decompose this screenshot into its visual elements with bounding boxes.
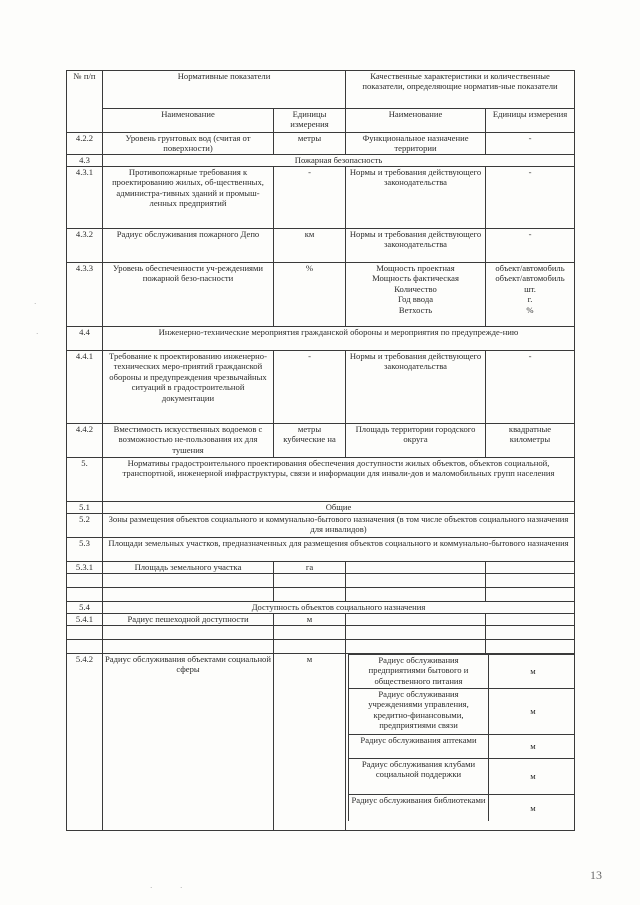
row-qname <box>346 614 486 626</box>
page-number: 13 <box>590 868 602 882</box>
unit-3: шт. <box>524 283 536 294</box>
list-item <box>349 735 575 759</box>
unit-5: % <box>526 304 534 315</box>
table-row-empty <box>67 626 575 640</box>
table-row-empty <box>67 588 575 602</box>
row-unit: га <box>274 562 346 574</box>
header-name: Наименование <box>103 109 274 133</box>
service-radius-list <box>348 654 575 821</box>
row-num: 4.3.1 <box>67 167 103 229</box>
unit-2: объект/автомобиль <box>495 273 565 284</box>
capacity-design: Мощность проектная <box>376 263 455 273</box>
row-qunit <box>486 562 575 574</box>
scan-speck: · <box>36 330 39 338</box>
row-num: 4.3.3 <box>67 263 103 327</box>
row-name: Вместимость искусственных водоемов с возможностью не-пользования их для тушения <box>103 424 274 458</box>
table-row-empty <box>67 640 575 654</box>
row-qunit: - <box>486 351 575 424</box>
table-row-empty <box>67 574 575 588</box>
row-unit: метры <box>274 133 346 155</box>
header-num: № п/п <box>67 71 103 133</box>
row-unit: метры кубические на <box>274 424 346 458</box>
item-name: Радиус обслуживания предприятиями бытового и общественного питания <box>349 655 489 689</box>
list-item <box>349 759 575 795</box>
row-name: Уровень обеспеченности уч-реждениями пожарной безо-пасности <box>103 263 274 327</box>
scan-speck: · <box>180 884 183 892</box>
header-units2: Единицы измерения <box>486 109 575 133</box>
row-qname-list <box>346 263 486 327</box>
row-name: Противопожарные требования к проектированию жилых, об-щественных, администра-тивных зданий и промыш-ленных предприятий <box>103 167 274 229</box>
commission-year: Год ввода <box>397 294 434 305</box>
table-row <box>67 133 575 155</box>
item-unit: м <box>489 735 575 759</box>
row-num: 5.3 <box>67 538 103 562</box>
row-num: 4.3.2 <box>67 229 103 263</box>
row-name: Площадь земельного участка <box>103 562 274 574</box>
unit-1: объект/автомобиль <box>495 263 565 273</box>
header-qual: Качественные характеристики и количественные показатели, определяющие норматив-ные показатели <box>346 71 575 109</box>
section-title: Инженерно-технические мероприятия гражданской обороны и мероприятия по предупрежде-нию <box>103 327 575 351</box>
row-unit: - <box>274 351 346 424</box>
row-unit: - <box>274 167 346 229</box>
row-num: 5. <box>67 458 103 502</box>
section-row <box>67 538 575 562</box>
table-row <box>67 562 575 574</box>
table-row <box>67 351 575 424</box>
row-num: 5.3.1 <box>67 562 103 574</box>
quantity: Количество <box>394 283 437 294</box>
row-name: Радиус обслуживания объектами социальной сферы <box>103 654 274 831</box>
section-title: Нормативы градостроительного проектирования обеспечения доступности жилых объектов, объектов социальной, транспортной, инженерной инфраструктуры, связи и информации для инвали-дов и маломобильных групп населения <box>103 458 575 502</box>
row-num: 5.4.1 <box>67 614 103 626</box>
section-title: Общие <box>103 502 575 514</box>
section-row <box>67 602 575 614</box>
table-row <box>67 614 575 626</box>
row-num: 4.3 <box>67 155 103 167</box>
row-name: Требование к проектированию инженерно-технических меро-приятий гражданской обороны и предупреждения чрезвычайных ситуаций в градостроительной документации <box>103 351 274 424</box>
table-row <box>67 424 575 458</box>
unit-4: г. <box>527 294 533 305</box>
row-name: Уровень грунтовых вод (считая от поверхности) <box>103 133 274 155</box>
row-num: 4.4.2 <box>67 424 103 458</box>
list-item <box>349 655 575 689</box>
list-item <box>349 795 575 821</box>
service-radius-subtable <box>346 654 575 831</box>
item-unit: м <box>489 795 575 821</box>
section-row <box>67 514 575 538</box>
item-name: Радиус обслуживания аптеками <box>349 735 489 759</box>
scan-speck: · <box>34 300 37 308</box>
row-qname <box>346 562 486 574</box>
item-unit: м <box>489 759 575 795</box>
row-unit: км <box>274 229 346 263</box>
table-row <box>67 167 575 229</box>
row-num: 5.4.2 <box>67 654 103 831</box>
row-num: 5.4 <box>67 602 103 614</box>
dilapidation: Ветхость <box>398 304 433 315</box>
item-unit: м <box>489 655 575 689</box>
section-title: Зоны размещения объектов социального и коммунально-бытового назначения (в том числе объектов социального назначения для инвалидов) <box>103 514 575 538</box>
row-num: 4.2.2 <box>67 133 103 155</box>
row-unit: % <box>274 263 346 327</box>
row-num: 5.2 <box>67 514 103 538</box>
item-unit: м <box>489 689 575 735</box>
item-name: Радиус обслуживания учреждениями управления, кредитно-финансовыми, предприятиями связи <box>349 689 489 735</box>
row-num: 5.1 <box>67 502 103 514</box>
row-qunit-list <box>486 263 575 327</box>
section-row <box>67 327 575 351</box>
row-qunit: - <box>486 167 575 229</box>
row-name: Радиус пешеходной доступности <box>103 614 274 626</box>
row-qunit <box>486 614 575 626</box>
item-name: Радиус обслуживания библиотеками <box>349 795 489 821</box>
row-qname: Площадь территории городского округа <box>346 424 486 458</box>
row-num: 4.4.1 <box>67 351 103 424</box>
row-qunit: квадратные километры <box>486 424 575 458</box>
row-qunit: - <box>486 229 575 263</box>
section-row <box>67 502 575 514</box>
section-title: Площади земельных участков, предназначенных для размещения объектов социального и коммунально-бытового назначения <box>103 538 575 562</box>
table-row <box>67 229 575 263</box>
row-unit: м <box>274 614 346 626</box>
item-name: Радиус обслуживания клубами социальной поддержки <box>349 759 489 795</box>
table-row <box>67 263 575 327</box>
row-qname: Нормы и требования действующего законодательства <box>346 167 486 229</box>
row-qname: Нормы и требования действующего законодательства <box>346 351 486 424</box>
table-row <box>67 654 575 831</box>
list-item <box>349 689 575 735</box>
header-name2: Наименование <box>346 109 486 133</box>
row-num: 4.4 <box>67 327 103 351</box>
header-norm: Нормативные показатели <box>103 71 346 109</box>
capacity-actual: Мощность фактическая <box>372 273 459 284</box>
row-qname: Функциональное назначение территории <box>346 133 486 155</box>
section-row <box>67 458 575 502</box>
norms-table <box>66 70 575 831</box>
table-subheader-row <box>67 109 575 133</box>
table-header-row <box>67 71 575 109</box>
section-title: Пожарная безопасность <box>103 155 575 167</box>
row-qunit: - <box>486 133 575 155</box>
section-row <box>67 155 575 167</box>
scan-speck: · <box>150 884 153 892</box>
row-name: Радиус обслуживания пожарного Депо <box>103 229 274 263</box>
row-unit: м <box>274 654 346 831</box>
header-units: Единицы измерения <box>274 109 346 133</box>
section-title: Доступность объектов социального назначения <box>103 602 575 614</box>
row-qname: Нормы и требования действующего законодательства <box>346 229 486 263</box>
